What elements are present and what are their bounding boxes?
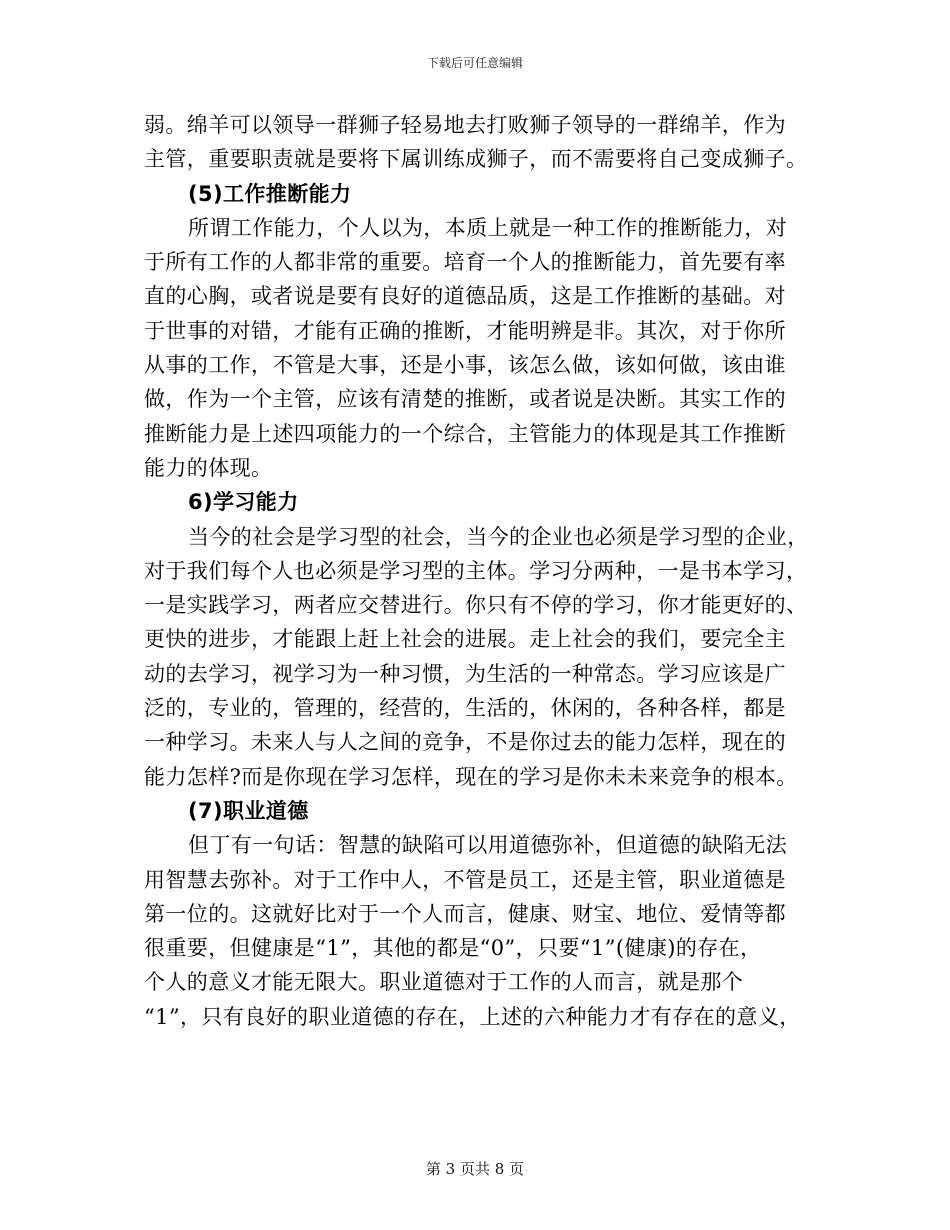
- section-heading: (5)工作推断能力: [188, 181, 352, 206]
- paragraph-line: 但丁有一句话：智慧的缺陷可以用道德弥补，但道德的缺陷无法: [188, 833, 788, 858]
- page-header: 下载后可任意编辑: [426, 56, 523, 70]
- paragraph-line: 做，作为一个主管，应该有清楚的推断，或者说是决断。其实工作的: [144, 387, 786, 412]
- paragraph-line: 泛的，专业的，管理的，经营的，生活的，休闲的，各种各样，都是: [144, 696, 786, 721]
- paragraph-line: 弱。绵羊可以领导一群狮子轻易地去打败狮子领导的一群绵羊，作为: [144, 113, 786, 137]
- paragraph-line: 一种学习。未来人与人之间的竞争，不是你过去的能力怎样，现在的: [144, 730, 786, 755]
- paragraph-line: 很重要，但健康是“1”，其他的都是“0”，只要“1”(健康)的存在，: [144, 936, 762, 961]
- paragraph-line: 一是实践学习，两者应交替进行。你只有不停的学习，你才能更好的、: [144, 593, 808, 618]
- paragraph-line: 从事的工作，不管是大事，还是小事，该怎么做，该如何做，该由谁: [144, 353, 786, 378]
- section-heading: (7)职业道德: [188, 798, 309, 823]
- document-body: [144, 108, 816, 1034]
- paragraph-line: 动的去学习，视学习为一种习惯，为生活的一种常态。学习应该是广: [144, 661, 786, 686]
- paragraph-line: 推断能力是上述四项能力的一个综合，主管能力的体现是其工作推断: [144, 421, 786, 446]
- paragraph-line: 于世事的对错，才能有正确的推断，才能明辨是非。其次，对于你所: [144, 318, 786, 343]
- paragraph-line: 所谓工作能力，个人以为，本质上就是一种工作的推断能力，对: [188, 215, 788, 240]
- paragraph-line: 用智慧去弥补。对于工作中人，不管是员工，还是主管，职业道德是: [144, 867, 786, 892]
- paragraph-line: 个人的意义才能无限大。职业道德对于工作的人而言，就是那个: [144, 970, 744, 995]
- paragraph-line: 第一位的。这就好比对于一个人而言，健康、财宝、地位、爱情等都: [144, 901, 786, 926]
- paragraph-line: 主管，重要职责就是要将下属训练成狮子，而不需要将自己变成狮子。: [144, 147, 808, 172]
- paragraph-line: “1”，只有良好的职业道德的存在，上述的六种能力才有存在的意义，: [144, 1004, 801, 1029]
- paragraph-line: 于所有工作的人都非常的重要。培育一个人的推断能力，首先要有率: [144, 250, 786, 275]
- paragraph-line: 当今的社会是学习型的社会，当今的企业也必须是学习型的企业，: [188, 524, 809, 549]
- paragraph-line: 更快的进步，才能跟上赶上社会的进展。走上社会的我们，要完全主: [144, 627, 786, 652]
- paragraph-line: 直的心胸，或者说是要有良好的道德品质，这是工作推断的基础。对: [144, 284, 786, 309]
- section-heading: 6)学习能力: [188, 490, 299, 515]
- paragraph-line: 对于我们每个人也必须是学习型的主体。学习分两种，一是书本学习，: [144, 558, 808, 583]
- paragraph-line: 能力的体现。: [144, 455, 273, 480]
- paragraph-line: 能力怎样?而是你现在学习怎样，现在的学习是你未未来竞争的根本。: [144, 764, 798, 789]
- page-footer: 第 3 页共 8 页: [425, 1160, 525, 1178]
